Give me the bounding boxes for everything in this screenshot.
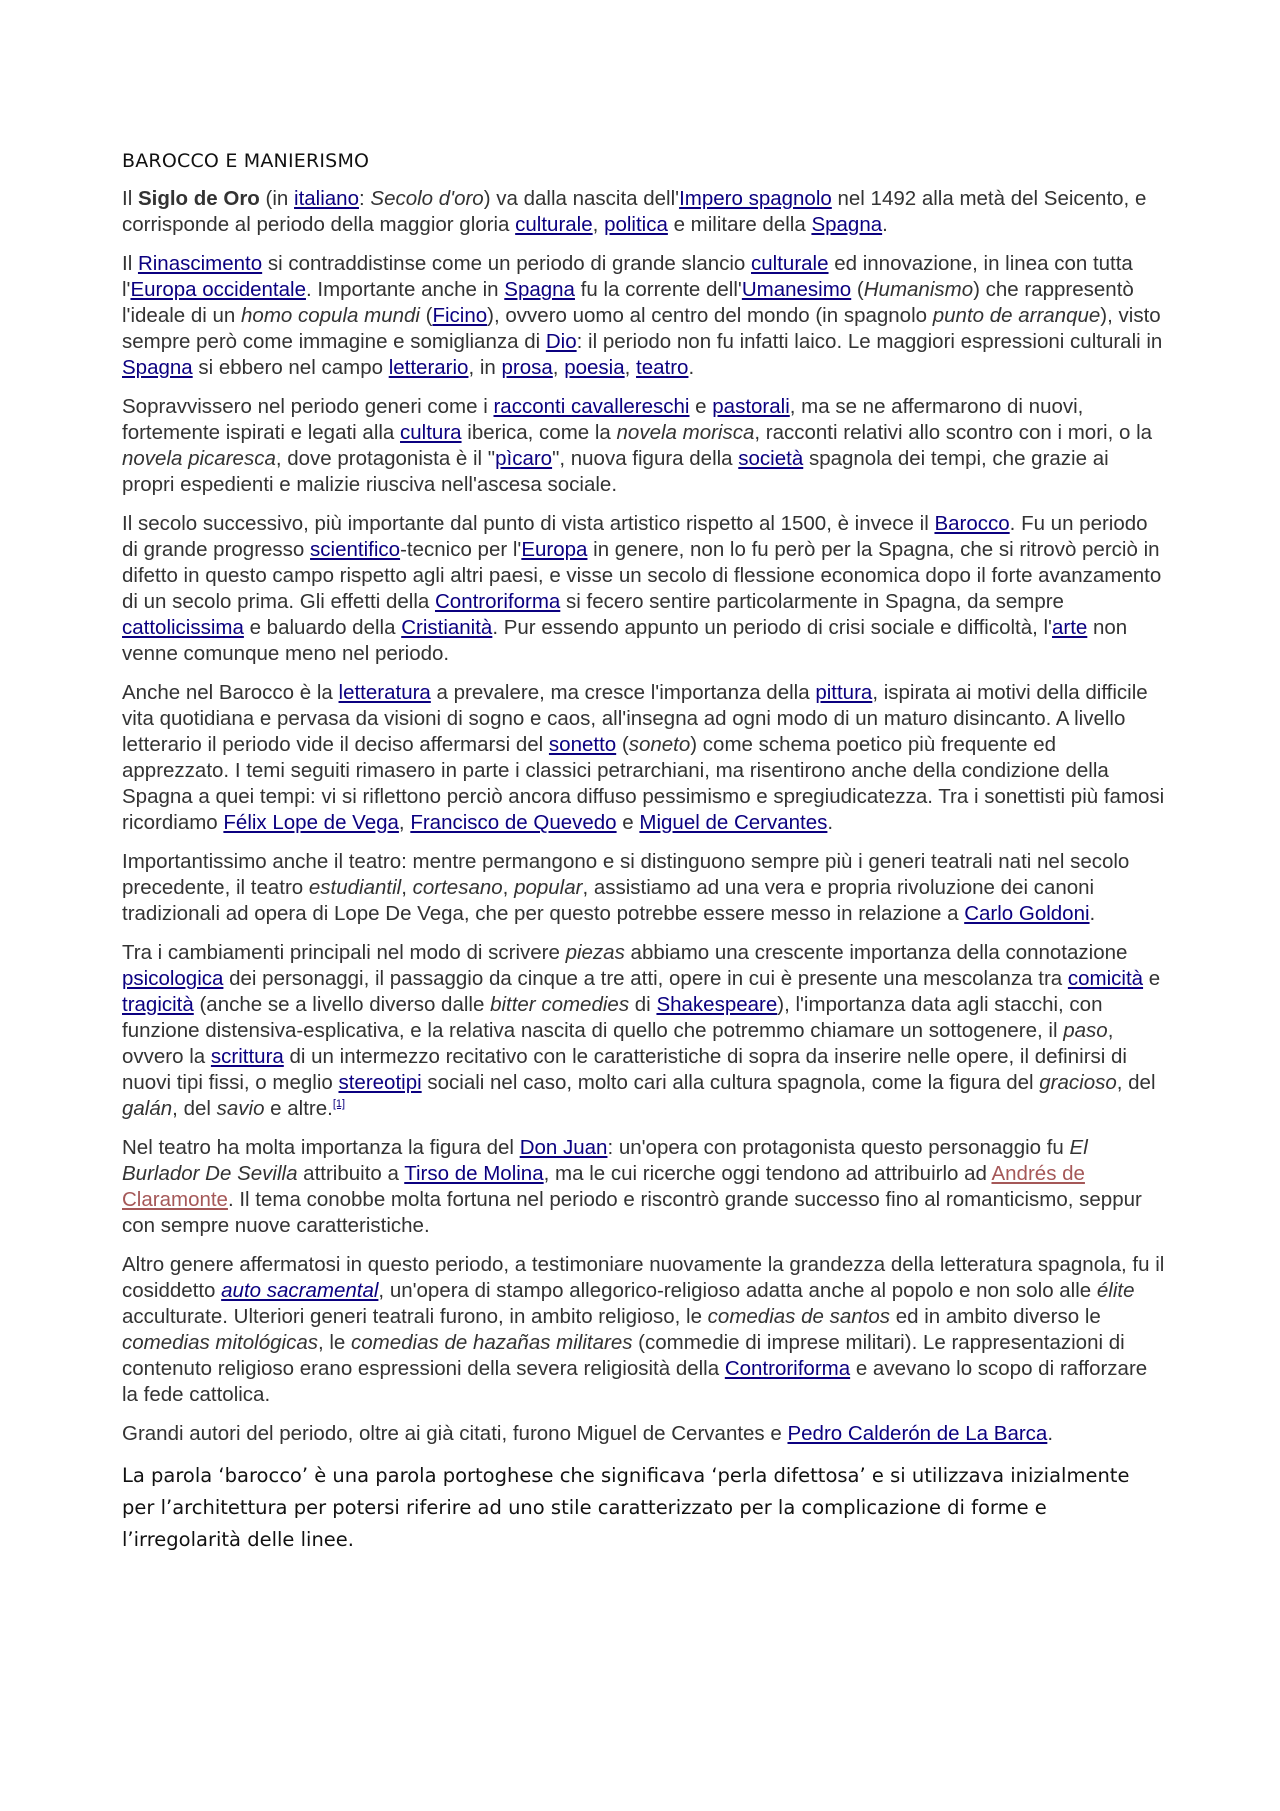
text: ), ovvero uomo al centro del mondo (in spagnolo	[487, 304, 933, 327]
text: , ispirata ai motivi della difficile vita quotidiana e pervasa da visioni di sogno e caos, all'insegna ad ogni modo di un maturo disincanto. A livello letterario il periodo vide il deciso affermarsi del	[122, 681, 1148, 756]
link-dio[interactable]: Dio	[545, 330, 577, 353]
text: e baluardo della	[243, 616, 402, 639]
link-pastorali[interactable]: pastorali	[712, 395, 790, 418]
text: (commedie di imprese militari). Le rappresentazioni di contenuto religioso erano espressioni della severa religiosità della	[122, 1331, 1125, 1380]
link-andres-de-claramonte[interactable]: Andrés de Claramonte	[122, 1162, 1085, 1211]
bold-term: Siglo de Oro	[137, 187, 260, 210]
italic-term: novela picaresca	[122, 447, 276, 470]
text: , ovvero la	[122, 1019, 1114, 1068]
text: (	[419, 304, 433, 327]
reference-link[interactable]: [1]	[332, 1098, 346, 1111]
paragraph-letteratura	[122, 680, 1166, 836]
italic-term: paso	[1063, 1019, 1108, 1042]
text: ,	[401, 876, 413, 899]
text: nel 1492 alla metà del Seicento, e corrisponde al periodo della maggior gloria	[122, 187, 1147, 236]
link-felix-lope-de-vega[interactable]: Félix Lope de Vega	[223, 811, 399, 834]
text: acculturate. Ulteriori generi teatrali furono, in ambito religioso, le	[122, 1305, 708, 1328]
link-tirso-de-molina[interactable]: Tirso de Molina	[404, 1162, 544, 1185]
link-politica[interactable]: politica	[604, 213, 668, 236]
text: fu la corrente dell'	[574, 278, 742, 301]
link-tragicita[interactable]: tragicità	[122, 993, 194, 1016]
link-arte[interactable]: arte	[1051, 616, 1088, 639]
italic-term: gracioso	[1039, 1071, 1117, 1094]
link-europa[interactable]: Europa	[521, 538, 588, 561]
link-cristianita[interactable]: Cristianità	[401, 616, 493, 639]
paragraph-don-juan	[122, 1135, 1166, 1239]
link-letteratura[interactable]: letteratura	[338, 681, 431, 704]
text: Altro genere affermatosi in questo periodo, a testimoniare nuovamente la grandezza della letteratura spagnola, fu il cosiddetto	[122, 1253, 1165, 1302]
text: si contraddistinse come un periodo di grande slancio	[262, 252, 752, 275]
text: La parola ‘barocco’ è una parola portoghese che significava ‘perla difettosa’ e si utilizzava inizialmente per l’architettura per potersi riferire ad uno stile caratterizzato per la complicazione di forme e l’irregolarità delle linee.	[122, 1464, 1130, 1551]
text: sociali nel caso, molto cari alla cultura spagnola, come la figura del	[421, 1071, 1040, 1094]
text: Importantissimo anche il teatro: mentre permangono e si distinguono sempre più i generi teatrali nati nel secolo precedente, il teatro	[122, 850, 1130, 899]
text: , dove protagonista è il "	[275, 447, 496, 470]
paragraph-cambiamenti	[122, 940, 1166, 1122]
paragraph-siglo-de-oro	[122, 186, 1166, 238]
paragraph-grandi-autori	[122, 1421, 1166, 1447]
italic-term: comedias de hazañas militares	[351, 1331, 633, 1354]
text: ) come schema poetico più frequente ed apprezzato. I temi seguiti rimasero in parte i classici petrarchiani, ma risentirono anche della condizione della Spagna a quei tempi: vi si riflettono perciò ancora diffuso pessimismo e spregiudicatezza. Tra i sonettisti più famosi ricordiamo	[122, 733, 1165, 834]
link-ficino[interactable]: Ficino	[432, 304, 488, 327]
italic-term: punto de arranque	[932, 304, 1101, 327]
text: (in	[259, 187, 295, 210]
text: ,	[592, 213, 605, 236]
text: Il secolo successivo, più importante dal punto di vista artistico rispetto al 1500, è invece il	[122, 512, 935, 535]
link-auto-sacramental[interactable]: auto sacramental	[221, 1279, 379, 1302]
italic-term: piezas	[565, 941, 625, 964]
italic-term: savio	[216, 1097, 265, 1120]
text: , assistiamo ad una vera e propria rivoluzione dei canoni tradizionali ad opera di Lope De Vega, che per questo potrebbe essere messo in relazione a	[122, 876, 1095, 925]
link-barocco[interactable]: Barocco	[934, 512, 1010, 535]
text: attribuito a	[297, 1162, 405, 1185]
link-rinascimento[interactable]: Rinascimento	[137, 252, 263, 275]
link-cultura[interactable]: cultura	[400, 421, 462, 444]
text: si fecero sentire particolarmente in Spagna, da sempre	[560, 590, 1064, 613]
text: , le	[317, 1331, 352, 1354]
link-sonetto[interactable]: sonetto	[548, 733, 617, 756]
link-racconti-cavallereschi[interactable]: racconti cavallereschi	[493, 395, 690, 418]
text: ) va dalla nascita dell'	[483, 187, 680, 210]
text: , del	[172, 1097, 217, 1120]
text: (	[616, 733, 629, 756]
link-don-juan[interactable]: Don Juan	[519, 1136, 608, 1159]
italic-term: cortesano	[412, 876, 503, 899]
text: .	[827, 811, 834, 834]
link-scrittura[interactable]: scrittura	[210, 1045, 284, 1068]
link-europa-occidentale[interactable]: Europa occidentale	[130, 278, 306, 301]
text: si ebbero nel campo	[192, 356, 389, 379]
text: , del	[1116, 1071, 1156, 1094]
italic-term: élite	[1096, 1279, 1135, 1302]
text: . Importante anche in	[305, 278, 505, 301]
text: ed innovazione, in linea con tutta l'	[122, 252, 1133, 301]
link-teatro[interactable]: teatro	[636, 356, 689, 379]
text: . Pur essendo appunto un periodo di crisi sociale e difficoltà, l'	[492, 616, 1052, 639]
paragraph-parola-barocco	[122, 1460, 1166, 1556]
text: ", nuova figura della	[552, 447, 739, 470]
link-psicologica[interactable]: psicologica	[122, 967, 224, 990]
text: abbiamo una crescente importanza della connotazione	[624, 941, 1128, 964]
link-culturale[interactable]: culturale	[751, 252, 829, 275]
text: ) che rappresentò l'ideale di un	[122, 278, 1134, 327]
link-prosa[interactable]: prosa	[501, 356, 553, 379]
text: e	[689, 395, 713, 418]
link-comicita[interactable]: comicità	[1067, 967, 1144, 990]
link-shakespeare[interactable]: Shakespeare	[656, 993, 778, 1016]
text: ,	[552, 356, 565, 379]
text: e	[616, 811, 640, 834]
text: .	[882, 213, 888, 236]
paragraph-generi	[122, 394, 1166, 498]
italic-term: homo copula mundi	[241, 304, 420, 327]
link-poesia[interactable]: poesia	[564, 356, 625, 379]
text: dei personaggi, il passaggio da cinque a tre atti, opere in cui è presente una mescolanza tra	[223, 967, 1068, 990]
link-spagna[interactable]: Spagna	[811, 213, 883, 236]
text: . Il tema conobbe molta fortuna nel periodo e riscontrò grande successo fino al romanticismo, seppur con sempre nuove caratteristiche.	[122, 1188, 1142, 1237]
text: , un'opera di stampo allegorico-religioso adatta anche al popolo e non solo alle	[378, 1279, 1097, 1302]
document-page	[122, 150, 1166, 1569]
text: non venne comunque meno nel periodo.	[122, 616, 1128, 665]
text: , ma le cui ricerche oggi tendono ad attribuirlo ad	[543, 1162, 992, 1185]
link-cattolicissima[interactable]: cattolicissima	[122, 616, 244, 639]
link-miguel-de-cervantes[interactable]: Miguel de Cervantes	[639, 811, 828, 834]
italic-term: novela morisca	[616, 421, 755, 444]
link-pedro-calderon-de-la-barca[interactable]: Pedro Calderón de La Barca	[787, 1422, 1048, 1445]
paragraph-rinascimento	[122, 251, 1166, 381]
text: in genere, non lo fu però per la Spagna, che si ritrovò perciò in difetto in questo campo rispetto agli altri paesi, e visse un secolo di flessione economica dopo il forte avanzamento di un secolo prima. Gli effetti della	[122, 538, 1162, 613]
paragraph-barocco	[122, 511, 1166, 667]
italic-term: galán	[122, 1097, 173, 1120]
link-francisco-de-quevedo[interactable]: Francisco de Quevedo	[410, 811, 617, 834]
text: . Fu un periodo di grande progresso	[122, 512, 1148, 561]
text: , ma se ne affermarono di nuovi, fortemente ispirati e legati alla	[122, 395, 1084, 444]
link-societa[interactable]: società	[738, 447, 804, 470]
text: a prevalere, ma cresce l'importanza della	[430, 681, 816, 704]
text: Sopravvissero nel periodo generi come i	[122, 395, 494, 418]
text: .	[1089, 902, 1096, 925]
text: .	[1047, 1422, 1054, 1445]
italic-term: popular	[514, 876, 583, 899]
link-italiano[interactable]: italiano	[294, 187, 359, 210]
link-spagna[interactable]: Spagna	[122, 356, 193, 379]
text: ,	[502, 876, 515, 899]
link-carlo-goldoni[interactable]: Carlo Goldoni	[964, 902, 1090, 925]
text: :	[358, 187, 371, 210]
text: spagnola dei tempi, che grazie ai propri espedienti e malizie riusciva nell'ascesa sociale.	[122, 447, 1109, 496]
link-pittura[interactable]: pittura	[815, 681, 873, 704]
text: ), l'importanza data agli stacchi, con funzione distensiva-esplicativa, e la relativa nascita di quello che potremmo chiamare un sottogenere, il	[122, 993, 1103, 1042]
italic-term: comedias de santos	[707, 1305, 890, 1328]
text: , in	[468, 356, 502, 379]
italic-term: Humanismo	[863, 278, 974, 301]
italic-term: comedias mitológicas	[122, 1331, 318, 1354]
text: Tra i cambiamenti principali nel modo di scrivere	[122, 941, 566, 964]
text: Il	[122, 252, 138, 275]
link-picaro[interactable]: pìcaro	[495, 447, 553, 470]
italic-term: El Burlador De Sevilla	[122, 1136, 1088, 1185]
text: e militare della	[667, 213, 812, 236]
italic-term: Secolo d'oro	[370, 187, 484, 210]
text: e	[1143, 967, 1161, 990]
text: di	[629, 993, 657, 1016]
text: ,	[398, 811, 411, 834]
italic-term: soneto	[628, 733, 691, 756]
link-controriforma[interactable]: Controriforma	[434, 590, 561, 613]
link-umanesimo[interactable]: Umanesimo	[741, 278, 852, 301]
text: : il periodo non fu infatti laico. Le maggiori espressioni culturali in	[576, 330, 1163, 353]
link-scientifico[interactable]: scientifico	[310, 538, 401, 561]
text: di un intermezzo recitativo con le caratteristiche di sopra da inserire nelle opere, il definirsi di nuovi tipi fissi, o meglio	[122, 1045, 1127, 1094]
paragraph-teatro	[122, 849, 1166, 927]
text: iberica, come la	[461, 421, 617, 444]
text: ,	[624, 356, 637, 379]
text: Anche nel Barocco è la	[122, 681, 339, 704]
link-culturale[interactable]: culturale	[515, 213, 593, 236]
text: (anche se a livello diverso dalle	[193, 993, 491, 1016]
document-title: BAROCCO E MANIERISMO	[122, 150, 370, 172]
paragraph-auto-sacramental	[122, 1252, 1166, 1408]
text: Nel teatro ha molta importanza la figura del	[122, 1136, 520, 1159]
text: -tecnico per l'	[400, 538, 522, 561]
text: : un'opera con protagonista questo personaggio fu	[607, 1136, 1070, 1159]
link-stereotipi[interactable]: stereotipi	[338, 1071, 422, 1094]
text: Il	[122, 187, 138, 210]
italic-term: bitter comedies	[490, 993, 630, 1016]
text: , racconti relativi allo scontro con i mori, o la	[754, 421, 1153, 444]
text: .	[688, 356, 695, 379]
link-spagna[interactable]: Spagna	[504, 278, 575, 301]
italic-term: estudiantil	[308, 876, 402, 899]
link-letterario[interactable]: letterario	[388, 356, 469, 379]
text: e avevano lo scopo di rafforzare la fede cattolica.	[122, 1357, 1148, 1406]
text: e altre.	[264, 1097, 333, 1120]
text: Grandi autori del periodo, oltre ai già citati, furono Miguel de Cervantes e	[122, 1422, 788, 1445]
text: ), visto sempre però come immagine e somiglianza di	[122, 304, 1161, 353]
link-impero-spagnolo[interactable]: Impero spagnolo	[679, 187, 832, 210]
link-controriforma[interactable]: Controriforma	[724, 1357, 851, 1380]
text: (	[851, 278, 864, 301]
text: ed in ambito diverso le	[890, 1305, 1101, 1328]
